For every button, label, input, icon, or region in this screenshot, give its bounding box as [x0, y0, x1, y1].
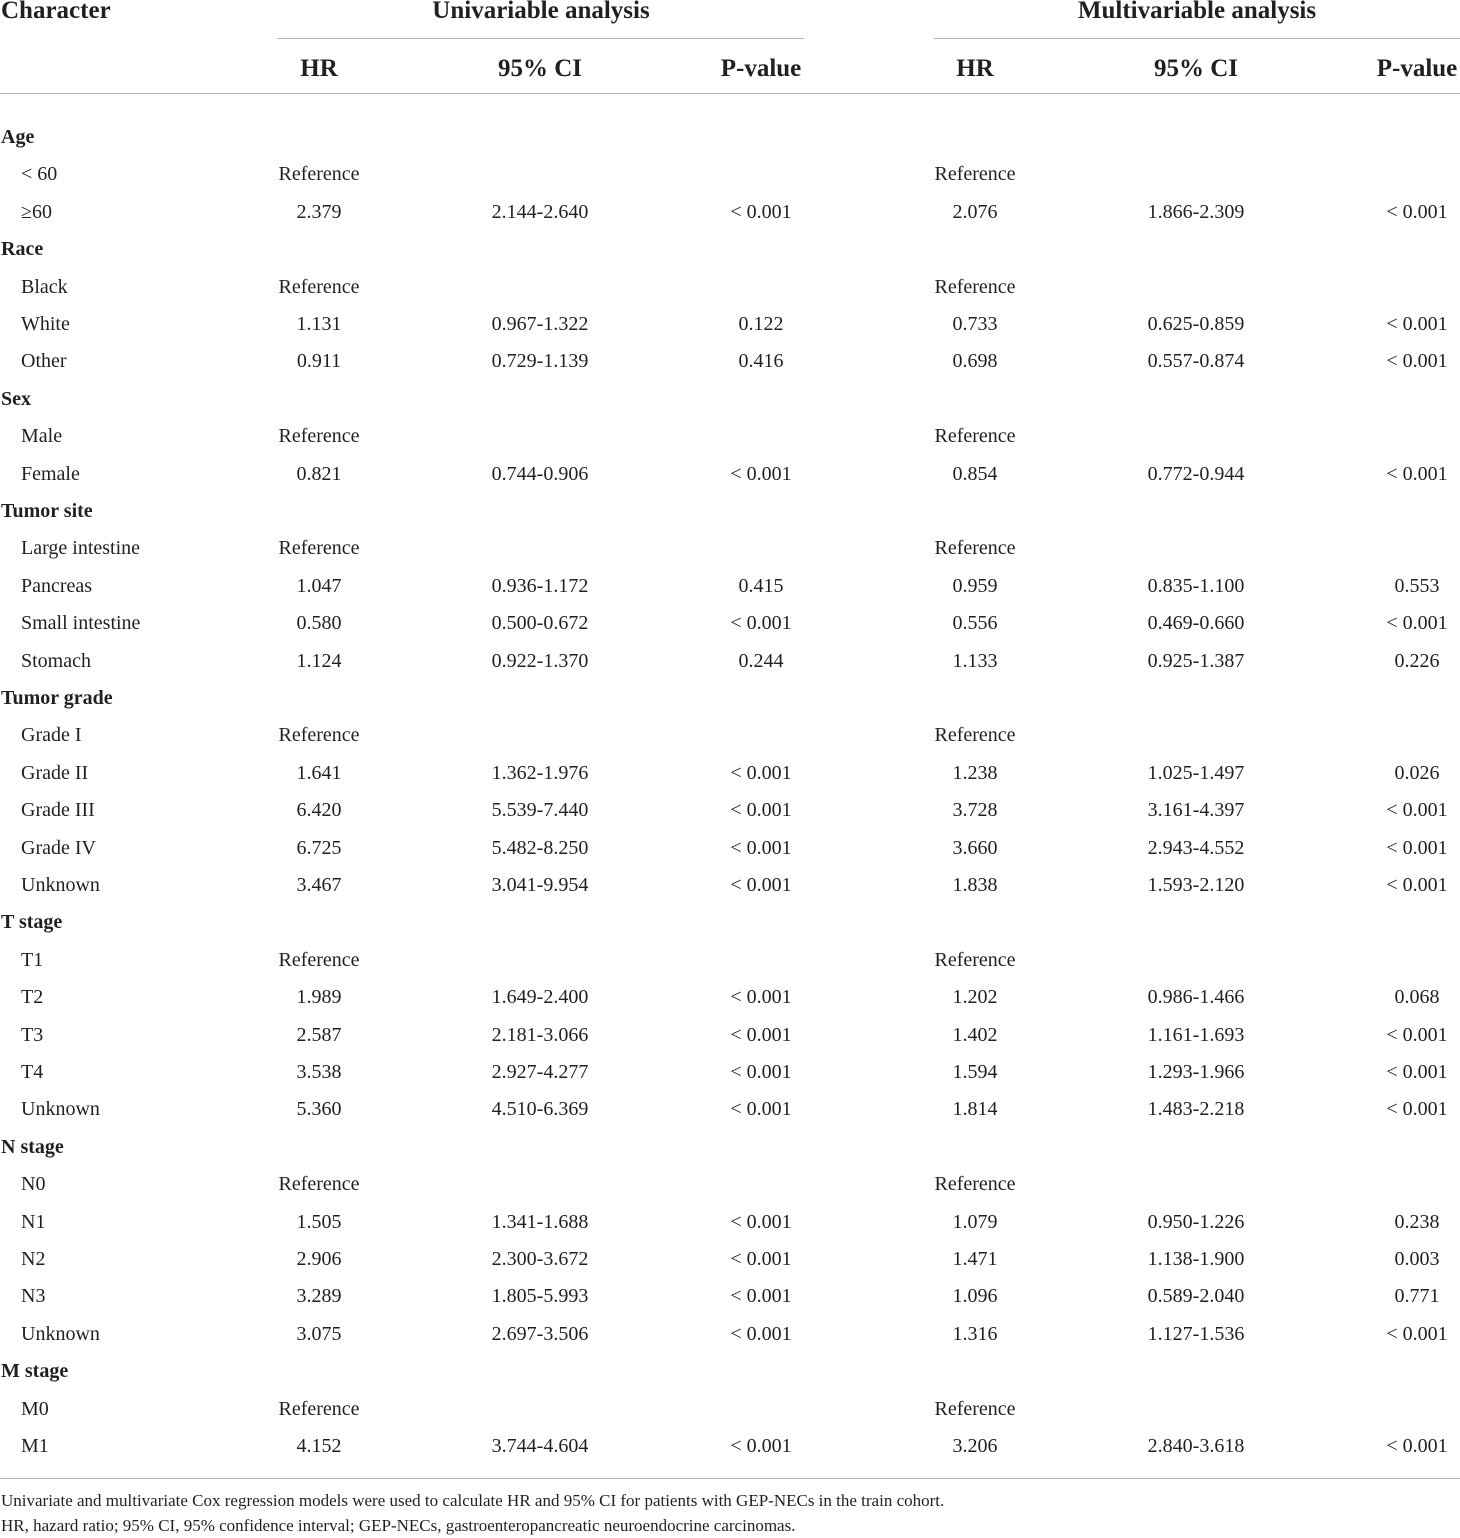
- cell-multivariable-ci: 0.469-0.660: [1147, 612, 1245, 634]
- cell-multivariable-p: < 0.001: [1386, 1098, 1448, 1120]
- cell-univariable-hr: Reference: [278, 724, 360, 746]
- row-label: Grade I: [21, 724, 82, 746]
- cell-univariable-hr: 3.538: [296, 1061, 342, 1083]
- cell-multivariable-p: < 0.001: [1386, 201, 1448, 223]
- cell-multivariable-ci: 0.835-1.100: [1147, 575, 1245, 597]
- cell-univariable-hr: 2.587: [296, 1024, 342, 1046]
- cell-multivariable-ci: 1.593-2.120: [1147, 874, 1245, 896]
- cell-multivariable-hr: Reference: [934, 949, 1016, 971]
- row-label: Pancreas: [21, 575, 93, 597]
- cell-univariable-ci: 2.697-3.506: [491, 1323, 589, 1345]
- cell-multivariable-hr: 1.238: [952, 762, 998, 784]
- row-group-label: Age: [1, 126, 35, 148]
- row-label: T4: [21, 1061, 44, 1083]
- cell-univariable-ci: 3.041-9.954: [491, 874, 589, 896]
- cell-univariable-p: < 0.001: [730, 1098, 792, 1120]
- cell-univariable-ci: 1.805-5.993: [491, 1285, 589, 1307]
- row-group-label: Tumor grade: [1, 687, 113, 709]
- row-group-label: Sex: [1, 388, 31, 410]
- cell-multivariable-p: 0.226: [1394, 650, 1440, 672]
- cell-multivariable-hr: 1.316: [952, 1323, 998, 1345]
- cell-multivariable-ci: 0.925-1.387: [1147, 650, 1245, 672]
- row-label: N0: [21, 1173, 46, 1195]
- row-label: Unknown: [21, 874, 100, 896]
- cell-multivariable-p: < 0.001: [1386, 1024, 1448, 1046]
- cell-univariable-hr: 1.131: [296, 313, 342, 335]
- cell-univariable-p: < 0.001: [730, 874, 792, 896]
- cell-univariable-p: < 0.001: [730, 986, 792, 1008]
- header-multivariable: Multivariable analysis: [1077, 0, 1317, 24]
- row-group-label: N stage: [1, 1136, 64, 1158]
- footnote-line-2: HR, hazard ratio; 95% CI, 95% confidence interval; GEP-NECs, gastroenteropancreatic neuroendocrine carcinomas.: [1, 1516, 796, 1535]
- cell-univariable-hr: 5.360: [296, 1098, 342, 1120]
- cell-multivariable-hr: Reference: [934, 537, 1016, 559]
- table-bottom-rule: [0, 1478, 1460, 1479]
- cell-multivariable-hr: Reference: [934, 276, 1016, 298]
- row-label: Black: [21, 276, 68, 298]
- header-character: Character: [1, 0, 111, 24]
- row-label: Large intestine: [21, 537, 141, 559]
- row-label: N1: [21, 1211, 46, 1233]
- cell-multivariable-ci: 1.025-1.497: [1147, 762, 1245, 784]
- cell-univariable-hr: Reference: [278, 163, 360, 185]
- cell-univariable-p: < 0.001: [730, 1323, 792, 1345]
- cell-multivariable-p: < 0.001: [1386, 799, 1448, 821]
- cell-multivariable-p: 0.026: [1394, 762, 1440, 784]
- cell-multivariable-hr: 3.728: [952, 799, 998, 821]
- cell-univariable-hr: 3.289: [296, 1285, 342, 1307]
- cell-univariable-p: 0.122: [738, 313, 784, 335]
- cell-univariable-p: < 0.001: [730, 201, 792, 223]
- multivariable-group-rule: [934, 38, 1460, 39]
- cell-multivariable-hr: 1.838: [952, 874, 998, 896]
- cell-multivariable-p: 0.553: [1394, 575, 1440, 597]
- cell-multivariable-p: < 0.001: [1386, 612, 1448, 634]
- cell-multivariable-hr: 0.556: [952, 612, 998, 634]
- cell-univariable-ci: 0.729-1.139: [491, 350, 589, 372]
- header-univariable-ci: 95% CI: [497, 55, 583, 82]
- header-univariable: Univariable analysis: [432, 0, 650, 24]
- cell-univariable-hr: 1.505: [296, 1211, 342, 1233]
- cell-multivariable-ci: 0.950-1.226: [1147, 1211, 1245, 1233]
- cell-univariable-p: < 0.001: [730, 1285, 792, 1307]
- cell-univariable-hr: 1.047: [296, 575, 342, 597]
- cell-univariable-hr: 4.152: [296, 1435, 342, 1457]
- row-label: Small intestine: [21, 612, 141, 634]
- cell-univariable-p: < 0.001: [730, 612, 792, 634]
- row-label: Unknown: [21, 1323, 100, 1345]
- cell-univariable-p: < 0.001: [730, 463, 792, 485]
- cell-multivariable-hr: Reference: [934, 1398, 1016, 1420]
- cell-univariable-hr: 6.725: [296, 837, 342, 859]
- row-label: < 60: [21, 163, 58, 185]
- cell-univariable-ci: 0.967-1.322: [491, 313, 589, 335]
- cell-univariable-hr: 3.075: [296, 1323, 342, 1345]
- cell-univariable-hr: 6.420: [296, 799, 342, 821]
- cell-multivariable-hr: 1.133: [952, 650, 998, 672]
- cell-univariable-ci: 0.936-1.172: [491, 575, 589, 597]
- cell-univariable-p: < 0.001: [730, 1211, 792, 1233]
- cell-univariable-p: < 0.001: [730, 1248, 792, 1270]
- cell-univariable-ci: 3.744-4.604: [491, 1435, 589, 1457]
- cell-multivariable-hr: 0.698: [952, 350, 998, 372]
- cell-multivariable-hr: Reference: [934, 724, 1016, 746]
- cell-multivariable-hr: 0.854: [952, 463, 998, 485]
- cell-multivariable-hr: Reference: [934, 1173, 1016, 1195]
- cell-multivariable-p: 0.003: [1394, 1248, 1440, 1270]
- cell-multivariable-hr: 1.594: [952, 1061, 998, 1083]
- cell-univariable-p: < 0.001: [730, 1435, 792, 1457]
- row-label: T2: [21, 986, 44, 1008]
- row-label: N3: [21, 1285, 46, 1307]
- cell-multivariable-hr: 0.959: [952, 575, 998, 597]
- cell-multivariable-p: < 0.001: [1386, 874, 1448, 896]
- cell-univariable-p: 0.244: [738, 650, 784, 672]
- cell-multivariable-ci: 0.589-2.040: [1147, 1285, 1245, 1307]
- row-label: White: [21, 313, 70, 335]
- cell-multivariable-p: < 0.001: [1386, 1435, 1448, 1457]
- cell-multivariable-ci: 1.866-2.309: [1147, 201, 1245, 223]
- cell-univariable-ci: 4.510-6.369: [491, 1098, 589, 1120]
- cell-univariable-p: < 0.001: [730, 762, 792, 784]
- cell-multivariable-ci: 1.293-1.966: [1147, 1061, 1245, 1083]
- header-univariable-p: P-value: [720, 55, 802, 82]
- cell-multivariable-hr: 1.079: [952, 1211, 998, 1233]
- cell-univariable-p: < 0.001: [730, 799, 792, 821]
- cell-univariable-hr: Reference: [278, 425, 360, 447]
- cell-multivariable-ci: 0.625-0.859: [1147, 313, 1245, 335]
- cell-univariable-hr: Reference: [278, 949, 360, 971]
- cell-univariable-p: < 0.001: [730, 837, 792, 859]
- cell-multivariable-ci: 1.161-1.693: [1147, 1024, 1245, 1046]
- cell-univariable-ci: 2.927-4.277: [491, 1061, 589, 1083]
- cell-multivariable-ci: 2.840-3.618: [1147, 1435, 1245, 1457]
- cell-univariable-hr: 3.467: [296, 874, 342, 896]
- footnote-line-1: Univariate and multivariate Cox regression models were used to calculate HR and 95% CI for patients with GEP-NECs in the train cohort.: [1, 1491, 945, 1510]
- cell-univariable-p: 0.415: [738, 575, 784, 597]
- row-label: T1: [21, 949, 44, 971]
- row-label: Stomach: [21, 650, 91, 672]
- cell-multivariable-p: < 0.001: [1386, 1323, 1448, 1345]
- cell-multivariable-ci: 0.986-1.466: [1147, 986, 1245, 1008]
- univariable-group-rule: [277, 38, 804, 39]
- cell-multivariable-p: < 0.001: [1386, 837, 1448, 859]
- cell-univariable-ci: 0.744-0.906: [491, 463, 589, 485]
- cell-univariable-ci: 1.341-1.688: [491, 1211, 589, 1233]
- cell-multivariable-hr: 1.402: [952, 1024, 998, 1046]
- cell-univariable-hr: 2.906: [296, 1248, 342, 1270]
- cell-multivariable-ci: 1.127-1.536: [1147, 1323, 1245, 1345]
- cell-multivariable-p: < 0.001: [1386, 1061, 1448, 1083]
- row-label: Male: [21, 425, 63, 447]
- cell-univariable-p: < 0.001: [730, 1024, 792, 1046]
- row-group-label: T stage: [1, 911, 63, 933]
- header-univariable-hr: HR: [300, 55, 338, 82]
- cell-multivariable-p: 0.771: [1394, 1285, 1440, 1307]
- cell-multivariable-p: 0.068: [1394, 986, 1440, 1008]
- cell-multivariable-p: < 0.001: [1386, 463, 1448, 485]
- row-label: ≥60: [21, 201, 52, 223]
- cell-multivariable-hr: 1.096: [952, 1285, 998, 1307]
- cell-univariable-hr: Reference: [278, 537, 360, 559]
- row-label: Unknown: [21, 1098, 100, 1120]
- cell-univariable-hr: 2.379: [296, 201, 342, 223]
- cell-multivariable-p: 0.238: [1394, 1211, 1440, 1233]
- row-label: M1: [21, 1435, 49, 1457]
- cell-univariable-ci: 1.362-1.976: [491, 762, 589, 784]
- row-group-label: Tumor site: [1, 500, 93, 522]
- row-group-label: M stage: [1, 1360, 69, 1382]
- cell-multivariable-ci: 2.943-4.552: [1147, 837, 1245, 859]
- cell-univariable-ci: 2.181-3.066: [491, 1024, 589, 1046]
- cell-multivariable-hr: 1.814: [952, 1098, 998, 1120]
- cell-multivariable-p: < 0.001: [1386, 313, 1448, 335]
- cell-multivariable-ci: 0.772-0.944: [1147, 463, 1245, 485]
- row-label: Female: [21, 463, 80, 485]
- cell-multivariable-hr: 3.206: [952, 1435, 998, 1457]
- row-label: N2: [21, 1248, 46, 1270]
- cell-multivariable-p: < 0.001: [1386, 350, 1448, 372]
- cell-multivariable-hr: 1.202: [952, 986, 998, 1008]
- row-group-label: Race: [1, 238, 44, 260]
- cell-multivariable-hr: Reference: [934, 425, 1016, 447]
- cell-univariable-hr: Reference: [278, 1398, 360, 1420]
- cell-multivariable-ci: 1.483-2.218: [1147, 1098, 1245, 1120]
- cell-multivariable-ci: 1.138-1.900: [1147, 1248, 1245, 1270]
- header-multivariable-hr: HR: [956, 55, 994, 82]
- row-label: Grade IV: [21, 837, 96, 859]
- header-bottom-rule: [0, 93, 1460, 94]
- cell-multivariable-hr: 3.660: [952, 837, 998, 859]
- cell-univariable-ci: 5.539-7.440: [491, 799, 589, 821]
- cell-univariable-hr: 1.641: [296, 762, 342, 784]
- cell-univariable-hr: 0.911: [296, 350, 342, 372]
- cell-univariable-ci: 2.144-2.640: [491, 201, 589, 223]
- row-label: T3: [21, 1024, 44, 1046]
- cell-multivariable-ci: 0.557-0.874: [1147, 350, 1245, 372]
- cell-univariable-ci: 2.300-3.672: [491, 1248, 589, 1270]
- cell-multivariable-hr: Reference: [934, 163, 1016, 185]
- row-label: Grade III: [21, 799, 95, 821]
- cell-univariable-hr: Reference: [278, 1173, 360, 1195]
- cell-univariable-p: 0.416: [738, 350, 784, 372]
- cell-univariable-ci: 0.922-1.370: [491, 650, 589, 672]
- cell-univariable-hr: 1.124: [296, 650, 342, 672]
- cell-univariable-hr: 1.989: [296, 986, 342, 1008]
- row-label: Other: [21, 350, 67, 372]
- row-label: Grade II: [21, 762, 89, 784]
- cell-multivariable-hr: 2.076: [952, 201, 998, 223]
- header-multivariable-p: P-value: [1376, 55, 1458, 82]
- row-label: M0: [21, 1398, 49, 1420]
- cell-univariable-ci: 0.500-0.672: [491, 612, 589, 634]
- header-multivariable-ci: 95% CI: [1153, 55, 1239, 82]
- cell-multivariable-hr: 0.733: [952, 313, 998, 335]
- cell-univariable-hr: 0.821: [296, 463, 342, 485]
- cell-univariable-ci: 1.649-2.400: [491, 986, 589, 1008]
- cell-univariable-p: < 0.001: [730, 1061, 792, 1083]
- cell-univariable-ci: 5.482-8.250: [491, 837, 589, 859]
- cell-multivariable-hr: 1.471: [952, 1248, 998, 1270]
- cell-univariable-hr: Reference: [278, 276, 360, 298]
- cell-univariable-hr: 0.580: [296, 612, 342, 634]
- cell-multivariable-ci: 3.161-4.397: [1147, 799, 1245, 821]
